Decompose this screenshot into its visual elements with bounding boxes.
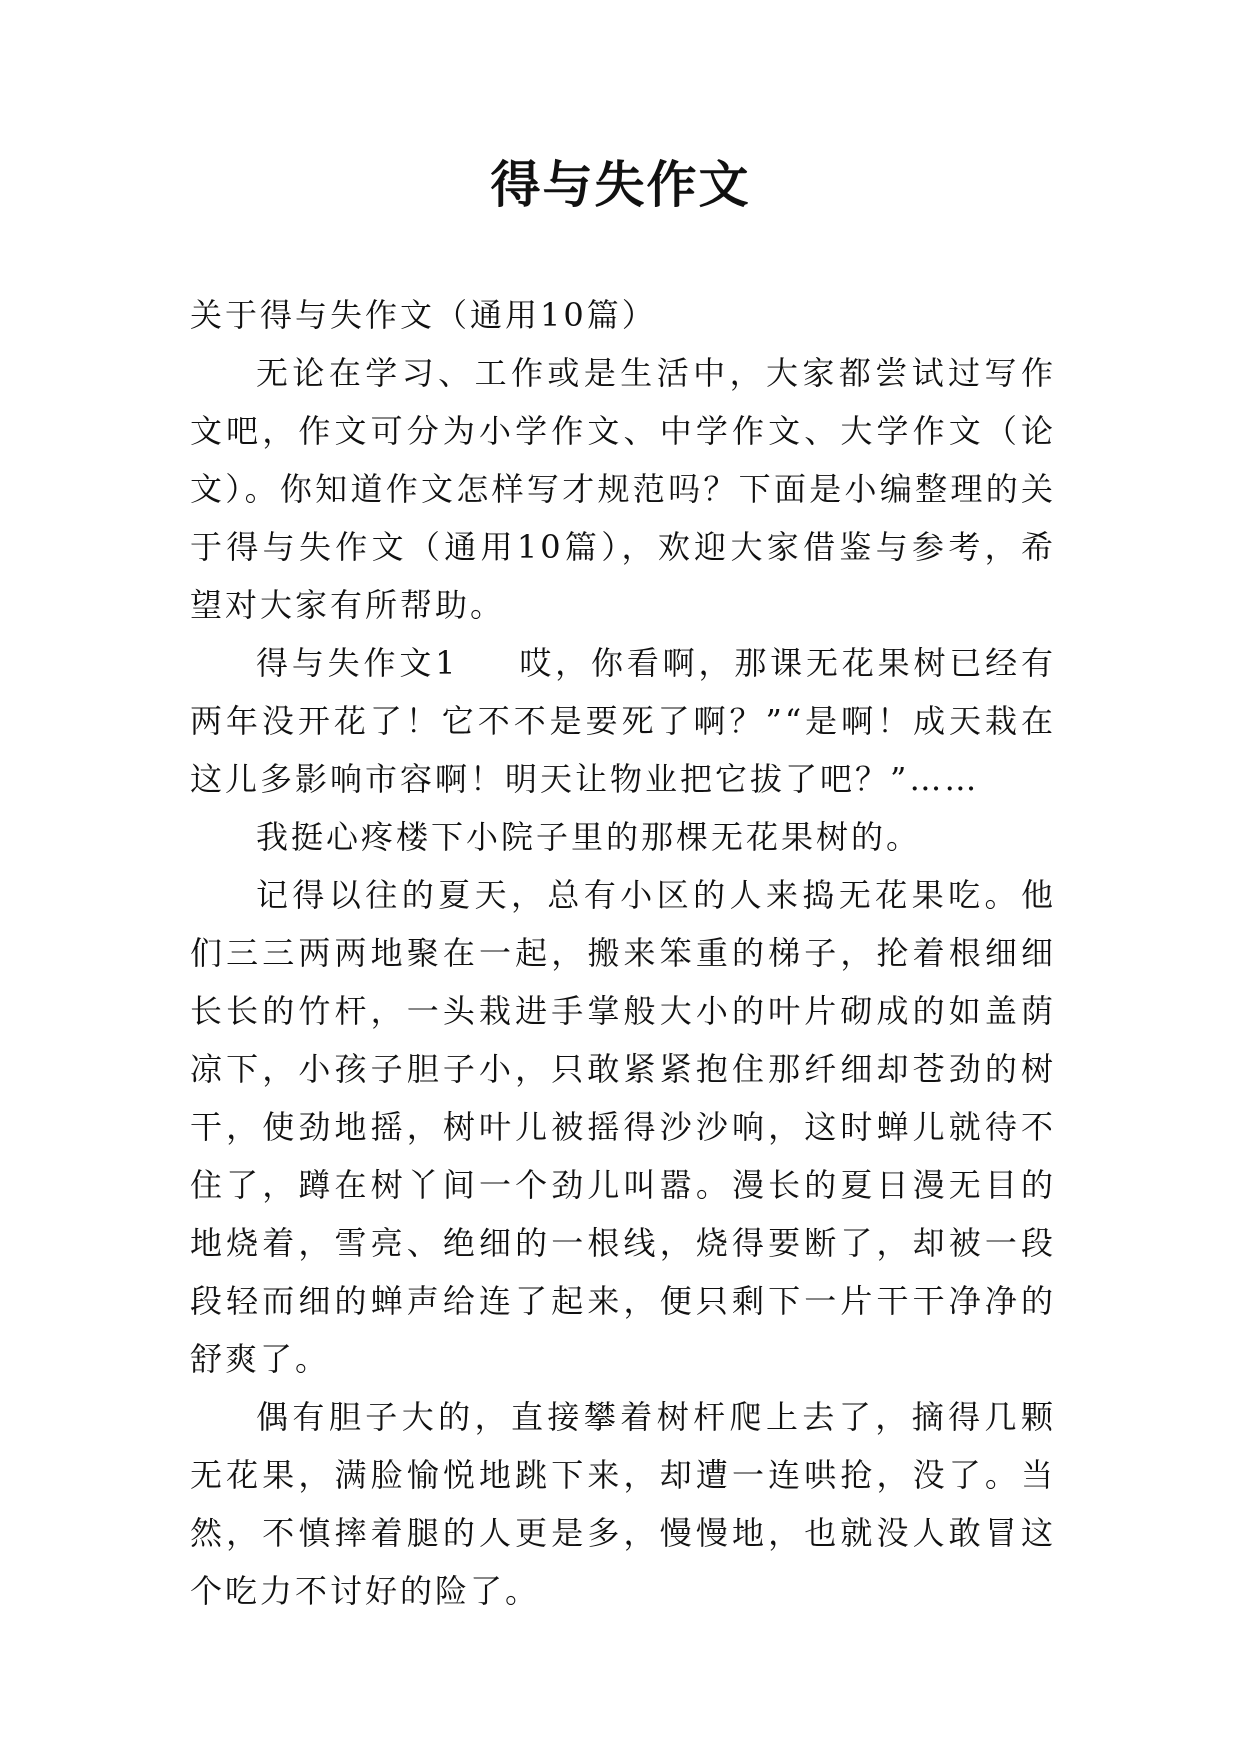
document-title: 得与失作文: [490, 155, 751, 214]
intro-paragraph: 无论在学习、工作或是生活中，大家都尝试过写作文吧，作文可分为小学作文、中学作文、大学作文（论文）。你知道作文怎样写才规范吗？下面是小编整理的关于得与失作文（通用10篇），欢迎大家借鉴与参考，希望对大家有所帮助。: [190, 354, 1056, 624]
document-subtitle: 关于得与失作文（通用10篇）: [190, 296, 657, 334]
essay1-paragraph-3: 记得以往的夏天，总有小区的人来捣无花果吃。他们三三两两地聚在一起，搬来笨重的梯子，抡着根细细长长的竹杆，一头栽进手掌般大小的叶片砌成的如盖荫凉下，小孩子胆子小，只敢紧紧抱住那纤细却苍劲的树干，使劲地摇，树叶儿被摇得沙沙响，这时蝉儿就待不住了，蹲在树丫间一个劲儿叫嚣。漫长的夏日漫无目的地烧着，雪亮、绝细的一根线，烧得要断了，却被一段段轻而细的蝉声给连了起来，便只剩下一片干干净净的舒爽了。: [190, 876, 1056, 1378]
essay1-paragraph-4: 偶有胆子大的，直接攀着树杆爬上去了，摘得几颗无花果，满脸愉悦地跳下来，却遭一连哄抢，没了。当然，不慎摔着腿的人更是多，慢慢地，也就没人敢冒这个吃力不讨好的险了。: [190, 1398, 1056, 1610]
essay1-p1-text: 哎，你看啊，那课无花果树已经有两年没开花了！它不不是要死了啊？”“是啊！成天栽在这儿多影响市容啊！明天让物业把它拔了吧？”……: [190, 644, 1056, 798]
essay1-heading: 得与失作文1: [256, 644, 459, 682]
document-body: [190, 286, 1056, 1620]
essay1-paragraph-1: [190, 634, 1056, 808]
essay1-paragraph-2: 我挺心疼楼下小院子里的那棵无花果树的。: [256, 818, 922, 856]
